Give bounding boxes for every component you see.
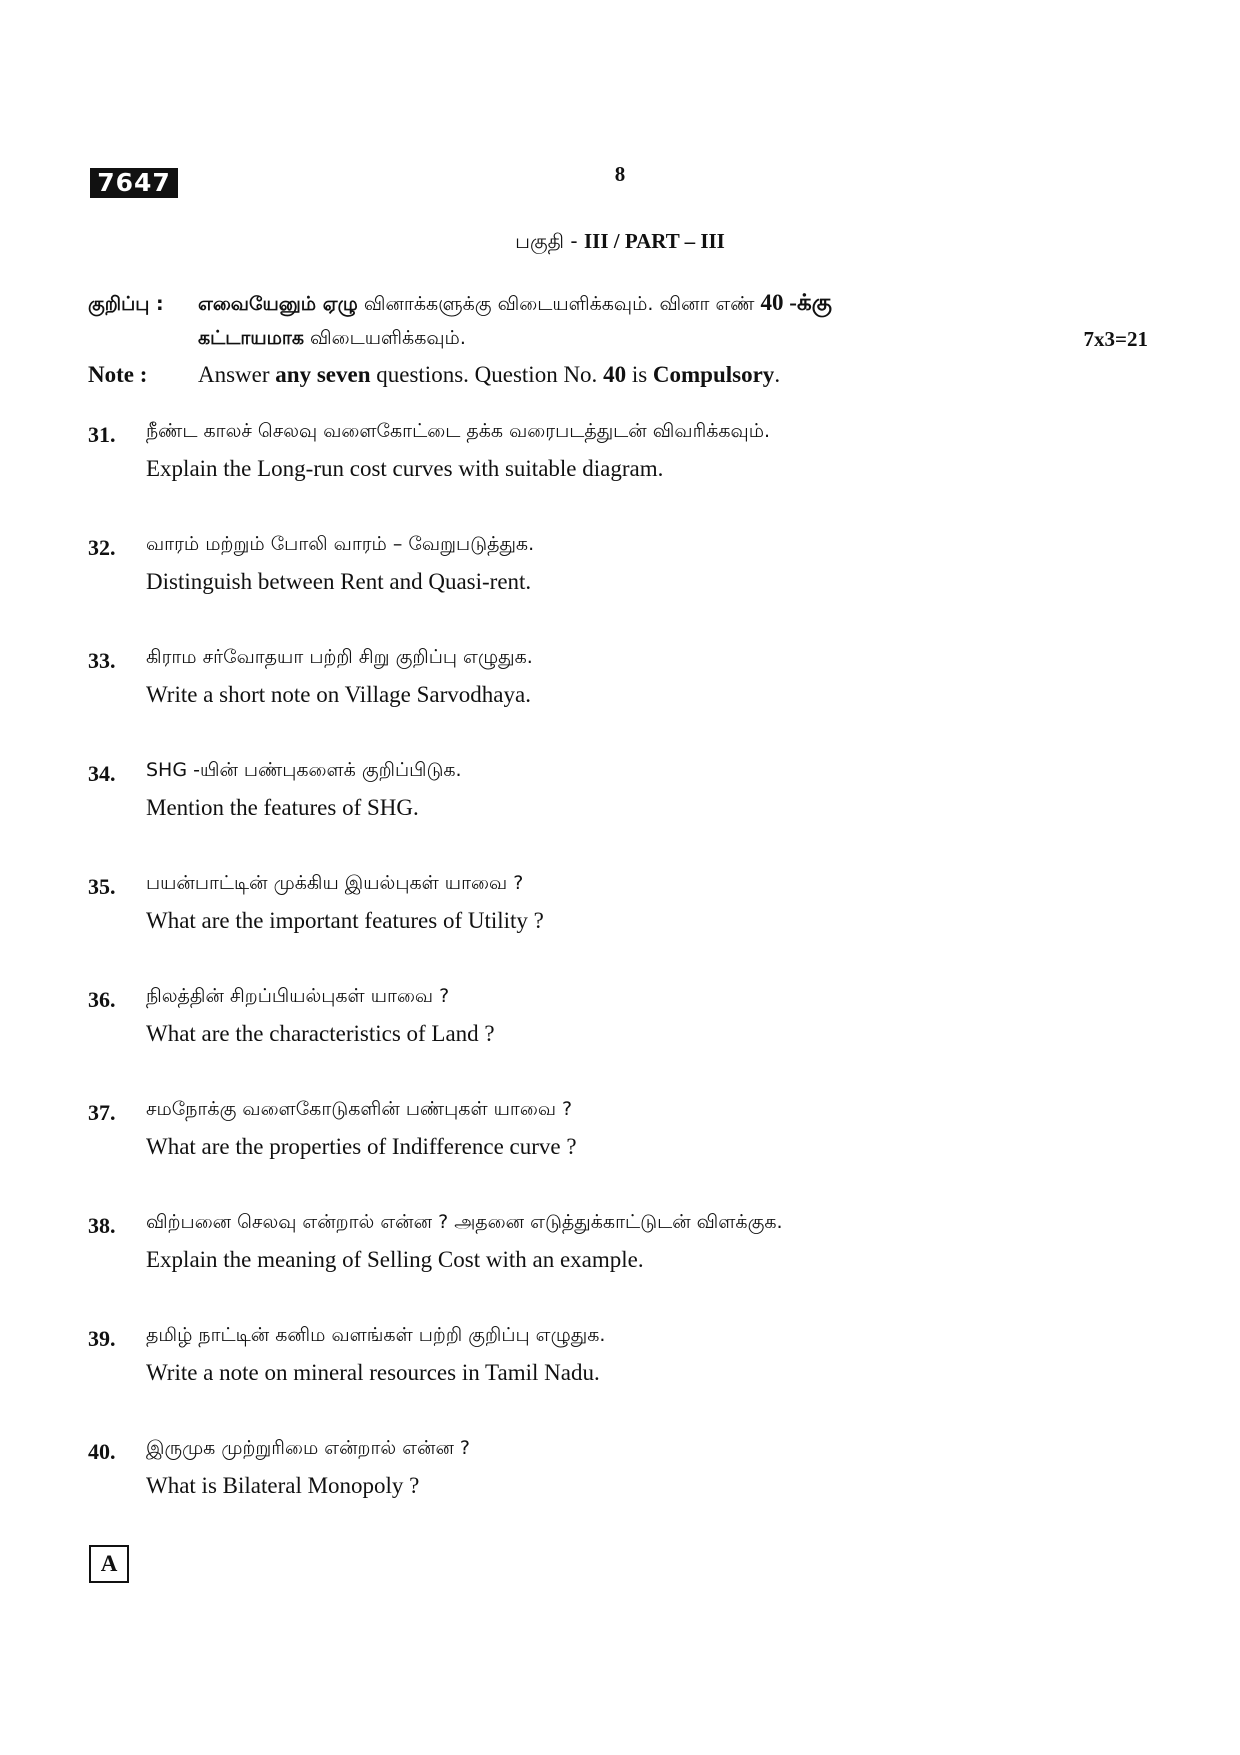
question-number: 31.	[88, 422, 116, 447]
note-bold-1: any seven	[275, 362, 371, 387]
english-note-line	[88, 362, 1148, 388]
question-tamil: விற்பனை செலவு என்றால் என்ன ? அதனை எடுத்துக்காட்டுடன் விளக்குக.	[146, 1211, 783, 1233]
english-note-label: Note :	[88, 362, 148, 387]
question-item	[88, 759, 1148, 872]
question-tamil: இருமுக முற்றுரிமை என்றால் என்ன ?	[146, 1437, 470, 1459]
note-text-4: .	[774, 362, 781, 387]
question-english: What are the characteristics of Land ?	[146, 1021, 495, 1046]
question-item	[88, 646, 1148, 759]
question-english: Write a note on mineral resources in Tamil Nadu.	[146, 1360, 600, 1385]
tamil-instruction-text-1: வினாக்களுக்கு விடையளிக்கவும். வினா எண்	[357, 293, 761, 315]
question-item	[88, 1437, 1148, 1550]
tamil-instruction-line-1	[88, 290, 1148, 319]
question-english: Explain the Long-run cost curves with suitable diagram.	[146, 456, 664, 481]
question-item	[88, 420, 1148, 533]
tamil-instruction-bold-1: எவையேனும் ஏழு	[198, 293, 358, 315]
note-text-3: is	[626, 362, 653, 387]
note-text-1: Answer	[198, 362, 276, 387]
paper-code-badge: 7647	[90, 168, 178, 198]
tamil-instruction-bold-number: 40 -க்கு	[760, 290, 832, 315]
question-item	[88, 985, 1148, 1098]
question-number: 32.	[88, 535, 116, 560]
version-box: A	[89, 1545, 129, 1583]
question-item	[88, 1098, 1148, 1211]
page-number: 8	[614, 162, 626, 186]
question-item	[88, 533, 1148, 646]
tamil-instruction-text-2: விடையளிக்கவும்.	[303, 327, 466, 349]
question-tamil: நீண்ட காலச் செலவு வளைகோட்டை தக்க வரைபடத்துடன் விவரிக்கவும்.	[146, 420, 771, 442]
note-text-2: questions. Question No.	[370, 362, 604, 387]
tamil-instruction-bold-2: கட்டாயமாக	[198, 327, 304, 349]
question-english: What is Bilateral Monopoly ?	[146, 1473, 420, 1498]
part-heading-tamil: பகுதி -	[515, 229, 584, 253]
question-number: 35.	[88, 874, 116, 899]
question-number: 33.	[88, 648, 116, 673]
question-english: What are the important features of Utility ?	[146, 908, 544, 933]
part-heading-english: III / PART – III	[584, 229, 725, 253]
question-number: 39.	[88, 1326, 116, 1351]
question-number: 37.	[88, 1100, 116, 1125]
question-number: 38.	[88, 1213, 116, 1238]
question-number: 34.	[88, 761, 116, 786]
question-tamil: SHG -யின் பண்புகளைக் குறிப்பிடுக.	[146, 759, 462, 781]
question-tamil: சமநோக்கு வளைகோடுகளின் பண்புகள் யாவை ?	[146, 1098, 573, 1120]
question-tamil: கிராம சர்வோதயா பற்றி சிறு குறிப்பு எழுதுக.	[146, 646, 533, 668]
note-bold-3: Compulsory	[652, 362, 775, 387]
question-list	[88, 420, 1148, 1550]
marks-allocation: 7x3=21	[1083, 327, 1148, 351]
question-english: Distinguish between Rent and Quasi-rent.	[146, 569, 532, 594]
question-english: Write a short note on Village Sarvodhaya.	[146, 682, 531, 707]
question-item	[88, 1324, 1148, 1437]
question-tamil: பயன்பாட்டின் முக்கிய இயல்புகள் யாவை ?	[146, 872, 524, 894]
tamil-instruction-line-2	[88, 327, 1148, 352]
question-number: 40.	[88, 1439, 116, 1464]
question-item	[88, 1211, 1148, 1324]
part-heading	[0, 228, 1240, 256]
question-tamil: நிலத்தின் சிறப்பியல்புகள் யாவை ?	[146, 985, 450, 1007]
question-tamil: தமிழ் நாட்டின் கனிம வளங்கள் பற்றி குறிப்பு எழுதுக.	[146, 1324, 606, 1346]
question-english: What are the properties of Indifference curve ?	[146, 1134, 577, 1159]
question-number: 36.	[88, 987, 116, 1012]
question-tamil: வாரம் மற்றும் போலி வாரம் – வேறுபடுத்துக.	[146, 533, 535, 555]
question-english: Mention the features of SHG.	[146, 795, 419, 820]
question-item	[88, 872, 1148, 985]
question-english: Explain the meaning of Selling Cost with an example.	[146, 1247, 644, 1272]
tamil-note-label: குறிப்பு :	[88, 293, 164, 315]
note-bold-2: 40	[603, 362, 627, 387]
